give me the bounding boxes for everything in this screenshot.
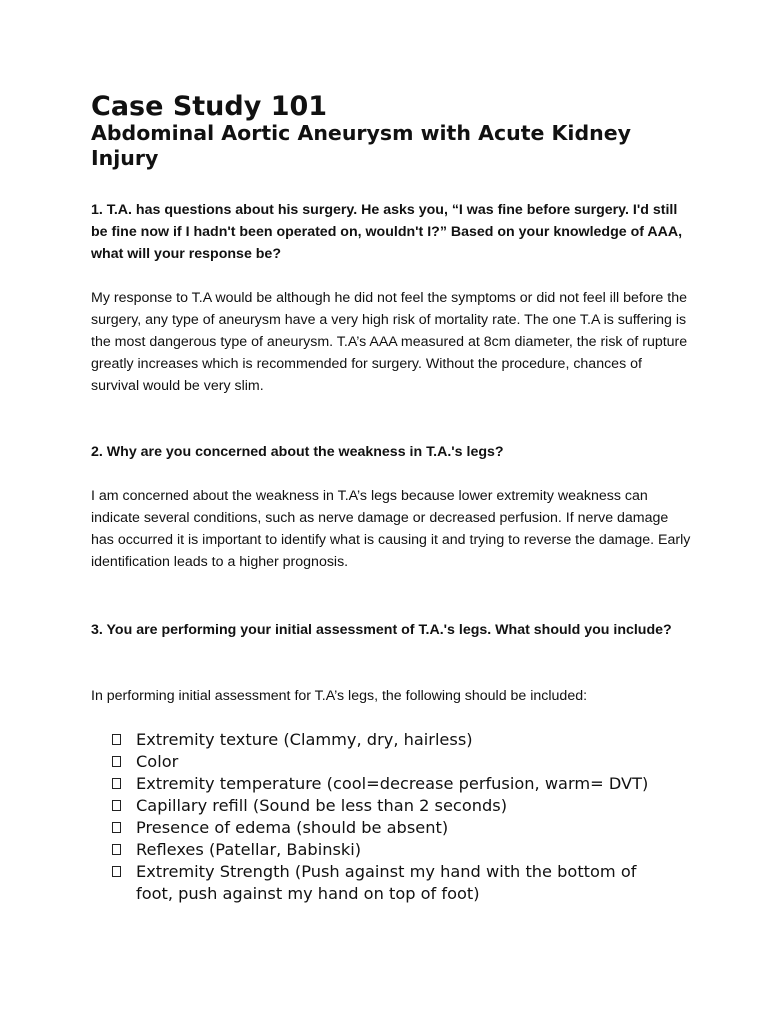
list-item-text: Presence of edema (should be absent) [136, 818, 449, 837]
list-item-text: Capillary refill (Sound be less than 2 seconds) [136, 796, 508, 815]
list-item [112, 861, 672, 905]
bullet-box-icon [112, 756, 121, 767]
document-title: Case Study 101 [91, 91, 328, 122]
question-2: 2. Why are you concerned about the weakness in T.A.'s legs? [91, 444, 504, 460]
list-item-text: Extremity Strength (Push against my hand with the bottom of foot, push against my hand on top of foot) [136, 862, 637, 903]
answer-2: I am concerned about the weakness in T.A’s legs because lower extremity weakness can indicate several conditions, such as nerve damage or decreased perfusion. If nerve damage has occurred it is important to identify what is causing it and trying to reverse the damage. Early identification leads to a higher prognosis. [91, 488, 691, 570]
list-item-text: Color [136, 752, 179, 771]
bullet-box-icon [112, 800, 121, 811]
bullet-box-icon [112, 778, 121, 789]
list-item [112, 729, 672, 751]
list-item [112, 773, 672, 795]
question-1: 1. T.A. has questions about his surgery. He asks you, “I was fine before surgery. I'd still be fine now if I hadn't been operated on, wouldn't I?” Based on your knowledge of AAA, what will your response be? [91, 202, 683, 262]
list-item [112, 839, 672, 861]
bullet-box-icon [112, 866, 121, 877]
list-item [112, 751, 672, 773]
assessment-list [112, 729, 672, 905]
document-subtitle: Abdominal Aortic Aneurysm with Acute Kidney Injury [91, 121, 631, 170]
list-item [112, 795, 672, 817]
bullet-box-icon [112, 822, 121, 833]
list-item-text: Extremity temperature (cool=decrease perfusion, warm= DVT) [136, 774, 649, 793]
list-item-text: Reflexes (Patellar, Babinski) [136, 840, 362, 859]
answer-1: My response to T.A would be although he did not feel the symptoms or did not feel ill before the surgery, any type of aneurysm have a very high risk of mortality rate. The one T.A is suffering is the most dangerous type of aneurysm. T.A’s AAA measured at 8cm diameter, the risk of rupture greatly increases which is recommended for surgery. Without the procedure, chances of survival would be very slim. [91, 290, 688, 394]
bullet-box-icon [112, 734, 121, 745]
question-3: 3. You are performing your initial assessment of T.A.'s legs. What should you include? [91, 622, 672, 638]
answer-3-intro: In performing initial assessment for T.A’s legs, the following should be included: [91, 688, 588, 704]
bullet-box-icon [112, 844, 121, 855]
list-item [112, 817, 672, 839]
list-item-text: Extremity texture (Clammy, dry, hairless) [136, 730, 473, 749]
